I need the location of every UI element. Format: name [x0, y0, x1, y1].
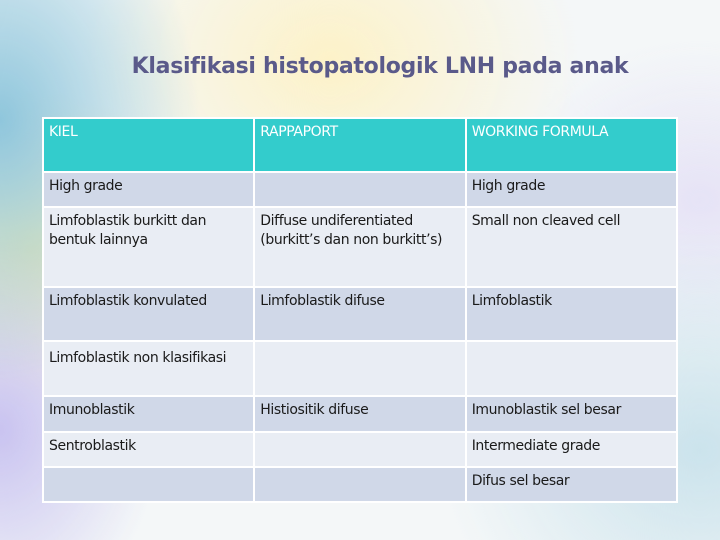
table-cell	[254, 341, 465, 396]
table-cell	[254, 172, 465, 207]
header-working-formula: WORKING FORMULA	[466, 118, 677, 172]
table-cell	[254, 467, 465, 502]
table-row	[43, 287, 677, 341]
table-row	[43, 396, 677, 432]
table-cell: High grade	[43, 172, 254, 207]
table-row	[43, 432, 677, 467]
table-cell: Limfoblastik konvulated	[43, 287, 254, 341]
table-cell	[254, 432, 465, 467]
table-cell: Limfoblastik	[466, 287, 677, 341]
table-cell: Histiositik difuse	[254, 396, 465, 432]
table-cell: Imunoblastik sel besar	[466, 396, 677, 432]
table-cell: Limfoblastik non klasifikasi	[49, 350, 227, 366]
table-cell: Limfoblastik burkitt dan bentuk lainnya	[43, 207, 254, 287]
table-cell: Diffuse undiferentiated (burkitt’s dan non burkitt’s)	[254, 207, 465, 287]
table-cell	[43, 467, 254, 502]
header-kiel: KIEL	[43, 118, 254, 172]
table-cell: High grade	[466, 172, 677, 207]
slide-title: Klasifikasi histopatologik LNH pada anak	[131, 54, 629, 79]
table-cell	[466, 341, 677, 396]
table-cell: Limfoblastik difuse	[254, 287, 465, 341]
header-rappaport: RAPPAPORT	[254, 118, 465, 172]
table-cell: Difus sel besar	[466, 467, 677, 502]
classification-table	[42, 117, 678, 503]
table-cell: Sentroblastik	[43, 432, 254, 467]
table-row	[43, 172, 677, 207]
table-row	[43, 467, 677, 502]
table-cell: Imunoblastik	[43, 396, 254, 432]
table-row	[43, 207, 677, 287]
table-cell: Intermediate grade	[466, 432, 677, 467]
table-cell: Small non cleaved cell	[466, 207, 677, 287]
table-row	[43, 341, 677, 396]
table-header-row	[43, 118, 677, 172]
